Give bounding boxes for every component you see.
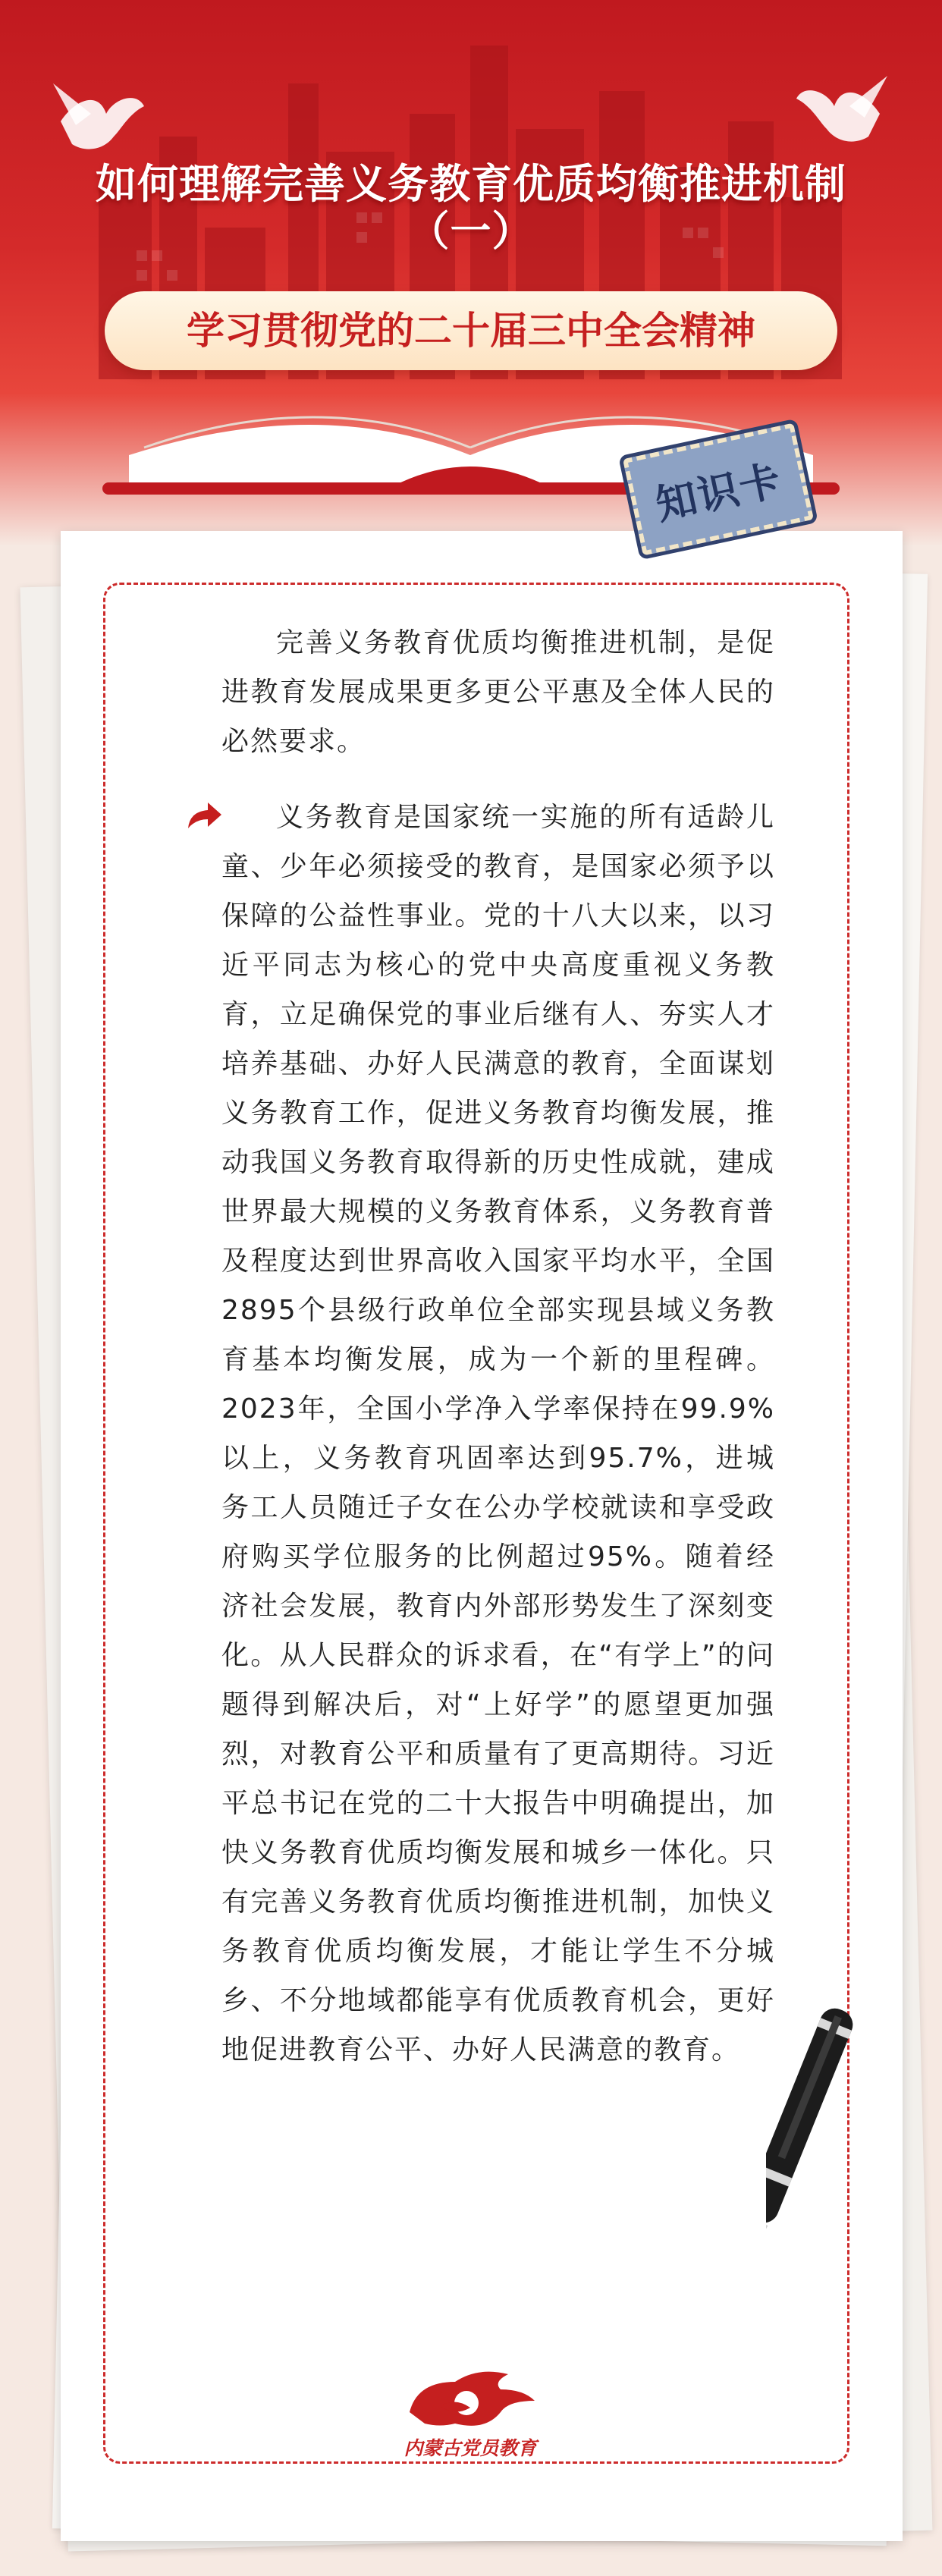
dove-icon [796, 76, 887, 142]
logo-text: 内蒙古党员教育 [403, 2437, 537, 2459]
pen-icon [766, 2003, 910, 2344]
subtitle-banner: 学习贯彻党的二十届三中全会精神 [105, 291, 837, 370]
page-title: 如何理解完善义务教育优质均衡推进机制 [96, 160, 846, 208]
intro-paragraph: 完善义务教育优质均衡推进机制，是促进教育发展成果更多更公平惠及全体人民的必然要求。 [221, 627, 775, 757]
knowledge-card-badge: 知识卡 [623, 423, 814, 556]
dove-icon [53, 83, 144, 149]
arrow-icon [185, 801, 223, 831]
page-title-part: （一） [408, 207, 534, 255]
body-paragraph: 义务教育是国家统一实施的所有适龄儿童、少年必须接受的教育，是国家必须予以保障的公益性事业。党的十八大以来，以习近平同志为核心的党中央高度重视义务教育，立足确保党的事业后继有人、夯实人才培养基础、办好人民满意的教育，全面谋划义务教育工作，促进义务教育均衡发展，推动我国义务教育取得新的历史性成就，建成世界最大规模的义务教育体系，义务教育普及程度达到世界高收入国家平均水平，全国2895个县级行政单位全部实现县域义务教育基本均衡发展，成为一个新的里程碑。2023年，全国小学净入学率保持在99.9%以上，义务教育巩固率达到95.7%，进城务工人员随迁子女在公办学校就读和享受政府购买学位服务的比例超过95%。随着经济社会发展，教育内外部形势发生了深刻变化。从人民群众的诉求看，在“有学上”的问题得到解决后，对“上好学”的愿望更加强烈，对教育公平和质量有了更高期待。习近平总书记在党的二十大报告中明确提出，加快义务教育优质均衡发展和城乡一体化。只有完善义务教育优质均衡推进机制，加快义务教育优质均衡发展，才能让学生不分城乡、不分地域都能享有优质教育机会，更好地促进教育公平、办好人民满意的教育。 [221, 802, 775, 2066]
logo-icon [394, 2359, 546, 2435]
